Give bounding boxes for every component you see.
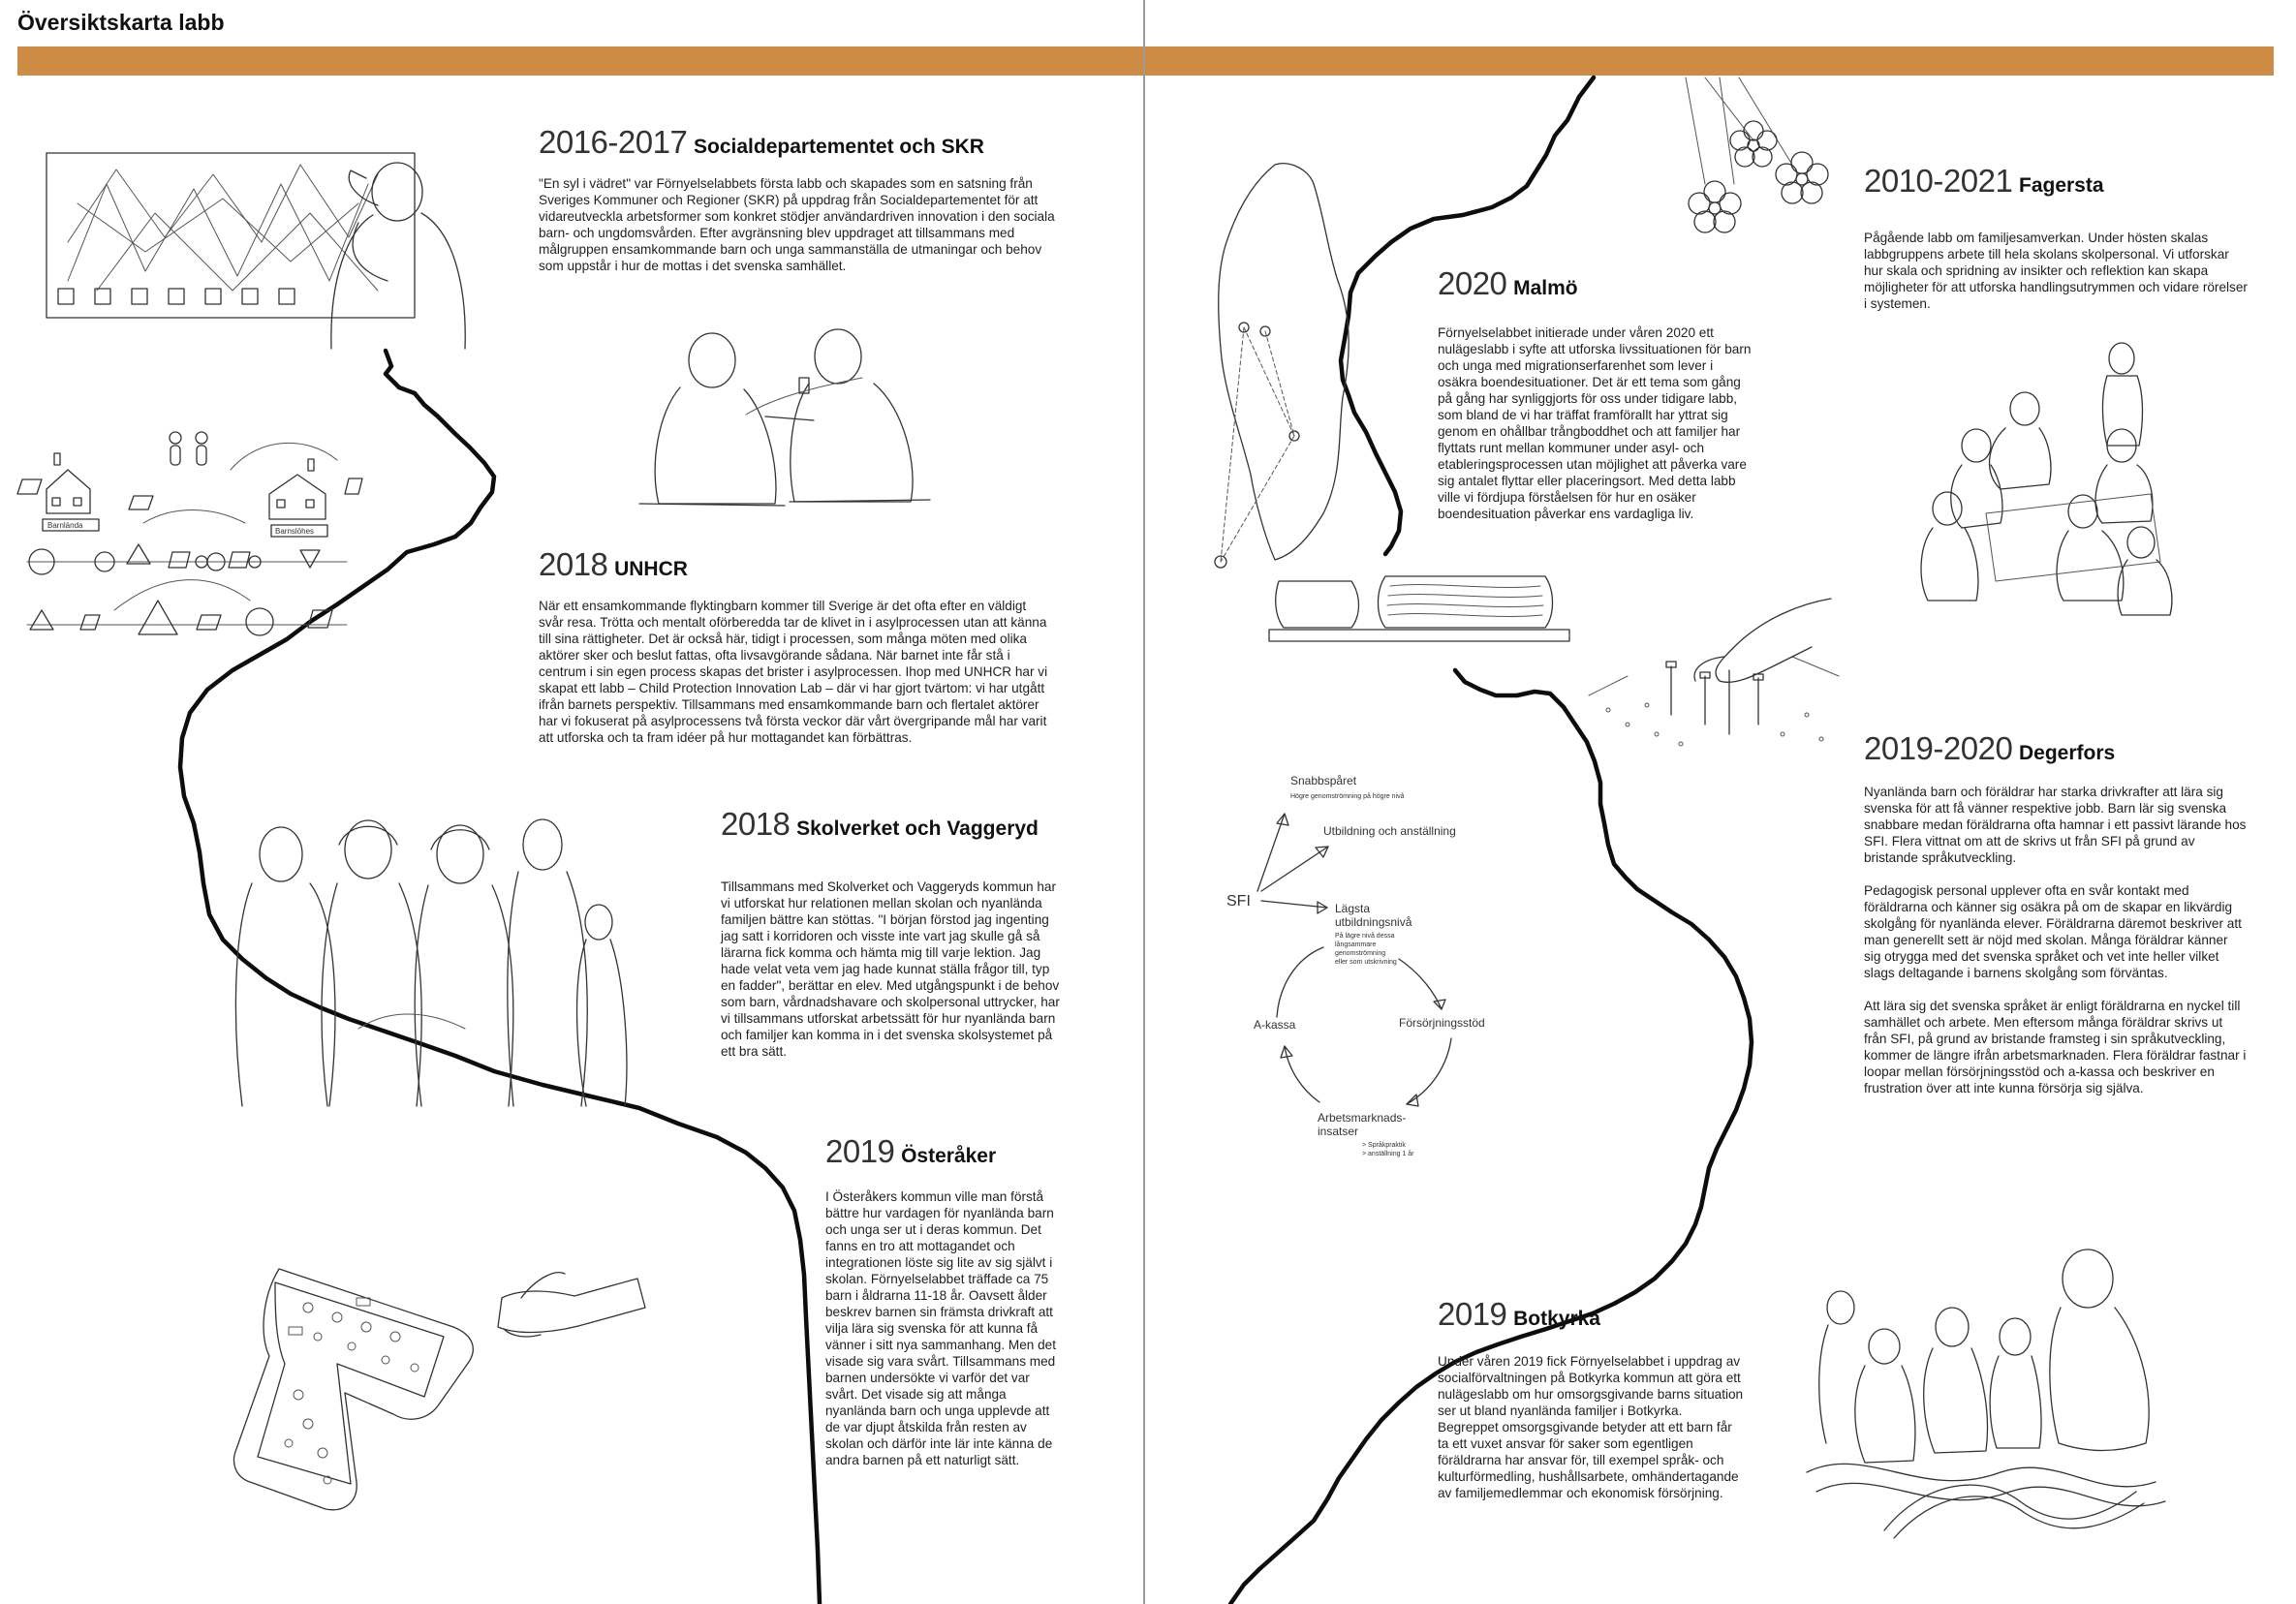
section-malmo-place: Malmö <box>1513 277 1578 299</box>
sfi-flow-diagram <box>1226 765 1517 1172</box>
section-botkyrka-year: 2019 <box>1438 1296 1507 1332</box>
diagram-arbets-sub-1: > Språkpraktik <box>1362 1142 1406 1149</box>
diagram-lagsta-1: Lägsta <box>1335 902 1371 915</box>
section-degerfors-text-1: Nyanlända barn och föräldrar har starka drivkrafter att lära sig svenska för att få vänner respektive jobb. Barn lär sig svenska snabbare medan föräldrarna ofta hamnar i ett passivt lärande hos SFI. Flera vittnat om att de skrivs ut från SFI på grund av bristande språkutveckling. <box>1864 784 2247 865</box>
section-botkyrka-place: Botkyrka <box>1513 1308 1600 1330</box>
section-skr <box>539 126 1062 274</box>
people-group-sketch <box>213 816 639 1106</box>
section-skr-year: 2016-2017 <box>539 124 688 160</box>
diagram-arbets-2: insatser <box>1318 1125 1359 1138</box>
diagram-lagsta-sub-4: eller som utskrivning <box>1335 959 1397 966</box>
two-people-sketch <box>620 320 949 513</box>
section-osteraker-text: I Österåkers kommun ville man förstå bättre hur vardagen för nyanlända barn och unga ser ut i deras kommun. Det fanns en tro att mottagandet och integrationen löste sig lite av sig självt i skolan. Förnyelselabbet träffade ca 75 barn i åldrarna 11-18 år. Oavsett ålder beskrev barnen sin främsta drivkraft att vilja lära sig svenska för att kunna få vänner i sitt nya sammanhang. Men det visade sig vara svårt. Tillsammans med barnen undersökte vi varför det var svårt. Det visade sig att många nyanlända barn och unga upplevde att de var djupt åtskilda från resten av skolan och därför inte lär inte känna de andra barnen på ett naturligt sätt. <box>825 1188 1057 1467</box>
diagram-utbildning: Utbildning och anställning <box>1323 824 1456 838</box>
mattress-sketch <box>1259 562 1579 649</box>
section-degerfors-text-2: Pedagogisk personal upplever ofta en svår kontakt med föräldrarna och känner sig osäkra på om de skapar en likvärdig skolgång för nyanlända elever. Föräldrarna däremot beskriver att man generellt sett är nöjd med skolan. Många föräldrar känner sig otrygga med det svenska språket och vet inte heller vilket slags deltagande i barnens skolgång som förväntas. <box>1864 882 2242 980</box>
section-unhcr-place: UNHCR <box>614 558 688 580</box>
section-skr-text: "En syl i vädret" var Förnyelselabbets första labb och skapades som en satsning från Sveriges Kommuner och Regioner (SKR) på uppdrag från Socialdepartementet för att vidareutveckla arbetsformer som konkret stödjer användardriven innovation i den sociala barn- och ungdomsvården. Efter avgränsning blev uppdraget att tillsammans med målgruppen ensamkommande barn och unga sammanställa de utmaningar och behov som uppstår i hur de mottas i det svenska samhället. <box>539 175 1055 273</box>
family-group-sketch <box>1807 1249 2175 1540</box>
section-botkyrka <box>1438 1298 1746 1501</box>
section-botkyrka-text: Under våren 2019 fick Förnyelselabbet i uppdrag av socialförvaltningen på Botkyrka kommun att göra ett nulägeslabb om hur omsorgsgivande barns situation ser ut bland nyanlända familjer i Botkyrka. Begreppet omsorgsgivande betyder att ett barn får ta ett vuxet ansvar för saker som egentligen föräldrarna har ansvar för, till exempel språk- och kulturförmedling, hushållsarbete, omhändertagande av familjemedlemmar och ekonomisk försörjning. <box>1438 1353 1744 1500</box>
section-vaggeryd-place: Skolverket och Vaggeryd <box>796 817 1039 840</box>
section-fagersta-place: Fagersta <box>2019 174 2104 197</box>
section-degerfors-text-3: Att lära sig det svenska språket är enligt föräldrarna en nyckel till samhället och arbete. Men eftersom många föräldrar skrivs ut från SFI, på grund av bristande framsteg i sin språkutveckling, kommer de längre ifrån arbetsmarknaden. Flera föräldrar fastnar i loopar mellan försörjningsstöd och a-kassa och beskriver en frustration över att inte kunna försörja sig själva. <box>1864 998 2247 1095</box>
network-board-sketch <box>39 145 484 349</box>
skr-sketch-label-right: Barnslöhes <box>275 527 315 536</box>
diagram-lagsta-sub-3: genomströmning <box>1335 950 1386 957</box>
section-degerfors <box>1864 732 2248 1096</box>
section-malmo-text: Förnyelselabbet initierade under våren 2020 ett nulägeslabb i syfte att utforska livssituationen för barn och unga med migrationserfarenhet som lever i osäkra boendesituationer. Det är ett tema som gång på gång har synliggjorts för oss under tidigare labb, som bland de vi har träffat framförallt har yttrat sig genom en ohållbar trångboddhet och att familjer har flyttats runt mellan kommuner under asyl- och etableringsprocessen utan möjlighet att påverka vare sig antalet flyttar eller placeringsort. Med detta labb ville vi fördjupa förståelsen för hur en osäker boendesituation påverkar ens vardagliga liv. <box>1438 324 1752 521</box>
section-unhcr-text: När ett ensamkommande flyktingbarn kommer till Sverige är det ofta efter en väldigt svår resa. Trötta och mentalt oförberedda tar de klivet in i asylprocessen utan att känna till sina rättigheter. Det är också här, tidigt i processen, som många möten med olika aktörer sker och beslut fattas, ofta livsavgörande sådana. När barnet inte får stå i centrum i sin egen process skapas det brister i asylprocessen. Ihop med UNHCR har vi skapat ett labb – Child Protection Innovation Lab – där vi har gjort tvärtom: vi har utgått ifrån barnets perspektiv. Tillsammans med ensamkommande barn och flertalet aktörer har vi fokuserat på asylprocessens två första veckor där vårt övergripande mål har varit att utforska och ta fram idéer på hur mottagandet kan förbättras. <box>539 598 1048 745</box>
section-vaggeryd-heading <box>721 808 1060 842</box>
section-skr-place: Socialdepartementet och SKR <box>694 136 984 158</box>
section-osteraker-place: Österåker <box>901 1145 997 1167</box>
children-sketch <box>1908 339 2189 620</box>
diagram-snabbsparet: Snabbspåret <box>1290 774 1357 787</box>
sweden-map-sketch <box>1197 155 1391 571</box>
diagram-lagsta-2: utbildningsnivå <box>1335 915 1412 929</box>
section-malmo-heading <box>1438 267 1755 301</box>
section-vaggeryd-text: Tillsammans med Skolverket och Vaggeryds kommun har vi utforskat hur relationen mellan skolan och nyanlända familjen bättre kan stöttas. "I början förstod jag ingenting jag satt i korridoren och visste inte vart jag skulle gå så lärarna fick komma och hämta mig till varje lektion. Jag hade velat veta vem jag hade kunnat ställa frågor till, typ en fadder", berättar en elev. Med utgångspunkt i de behov som barn, vårdnadshavare och skolpersonal uttrycker, har vi tillsammans utforskat arbetssätt för hur nyanlända barn och familjer kan komma in i det svenska skolsystemet på ett bra sätt. <box>721 879 1060 1059</box>
diagram-snabbsparet-sub: Högre genomströmning på högre nivå <box>1290 793 1405 800</box>
section-fagersta-heading <box>1864 165 2251 199</box>
section-osteraker-year: 2019 <box>825 1133 895 1169</box>
diagram-forsorjning: Försörjningsstöd <box>1399 1016 1485 1030</box>
page-title: Översiktskarta labb <box>17 10 225 35</box>
diagram-arbets-1: Arbetsmarknads- <box>1318 1111 1407 1125</box>
section-degerfors-year: 2019-2020 <box>1864 730 2013 766</box>
section-osteraker <box>825 1135 1064 1468</box>
section-unhcr-heading <box>539 548 1054 582</box>
hand-pins-sketch <box>1589 589 1841 754</box>
section-unhcr-year: 2018 <box>539 546 608 582</box>
tactile-board-sketch <box>231 1259 647 1530</box>
section-degerfors-place: Degerfors <box>2019 742 2116 764</box>
section-degerfors-heading <box>1864 732 2248 766</box>
diagram-lagsta-sub-1: På lägre nivå dessa <box>1335 933 1395 940</box>
skr-sketch-label-left: Barnlända <box>47 521 83 530</box>
diagram-arbets-sub-2: > anställning 1 år <box>1362 1151 1414 1157</box>
diagram-akassa: A-kassa <box>1254 1018 1296 1032</box>
section-osteraker-heading <box>825 1135 1064 1169</box>
process-flow-sketch <box>17 416 366 649</box>
diagram-lagsta-sub-2: långsammare <box>1335 941 1377 948</box>
section-malmo-year: 2020 <box>1438 265 1507 301</box>
section-fagersta-text: Pågående labb om familjesamverkan. Under hösten skalas labbgruppens arbete till hela skolans skolpersonal. Vi utforskar hur skala och spridning av insikter och reflektion kan skapa möjligheter för att utforska handlingsutrymmen och vidare rörelser i systemen. <box>1864 230 2248 311</box>
section-fagersta-year: 2010-2021 <box>1864 163 2013 199</box>
diagram-sfi: SFI <box>1226 893 1251 910</box>
section-unhcr <box>539 548 1054 746</box>
section-fagersta <box>1864 165 2251 312</box>
section-vaggeryd <box>721 808 1060 1060</box>
section-vaggeryd-year: 2018 <box>721 806 791 842</box>
section-malmo <box>1438 267 1755 522</box>
section-skr-heading <box>539 126 1062 160</box>
section-botkyrka-heading <box>1438 1298 1746 1332</box>
flowers-sketch <box>1647 77 1860 247</box>
